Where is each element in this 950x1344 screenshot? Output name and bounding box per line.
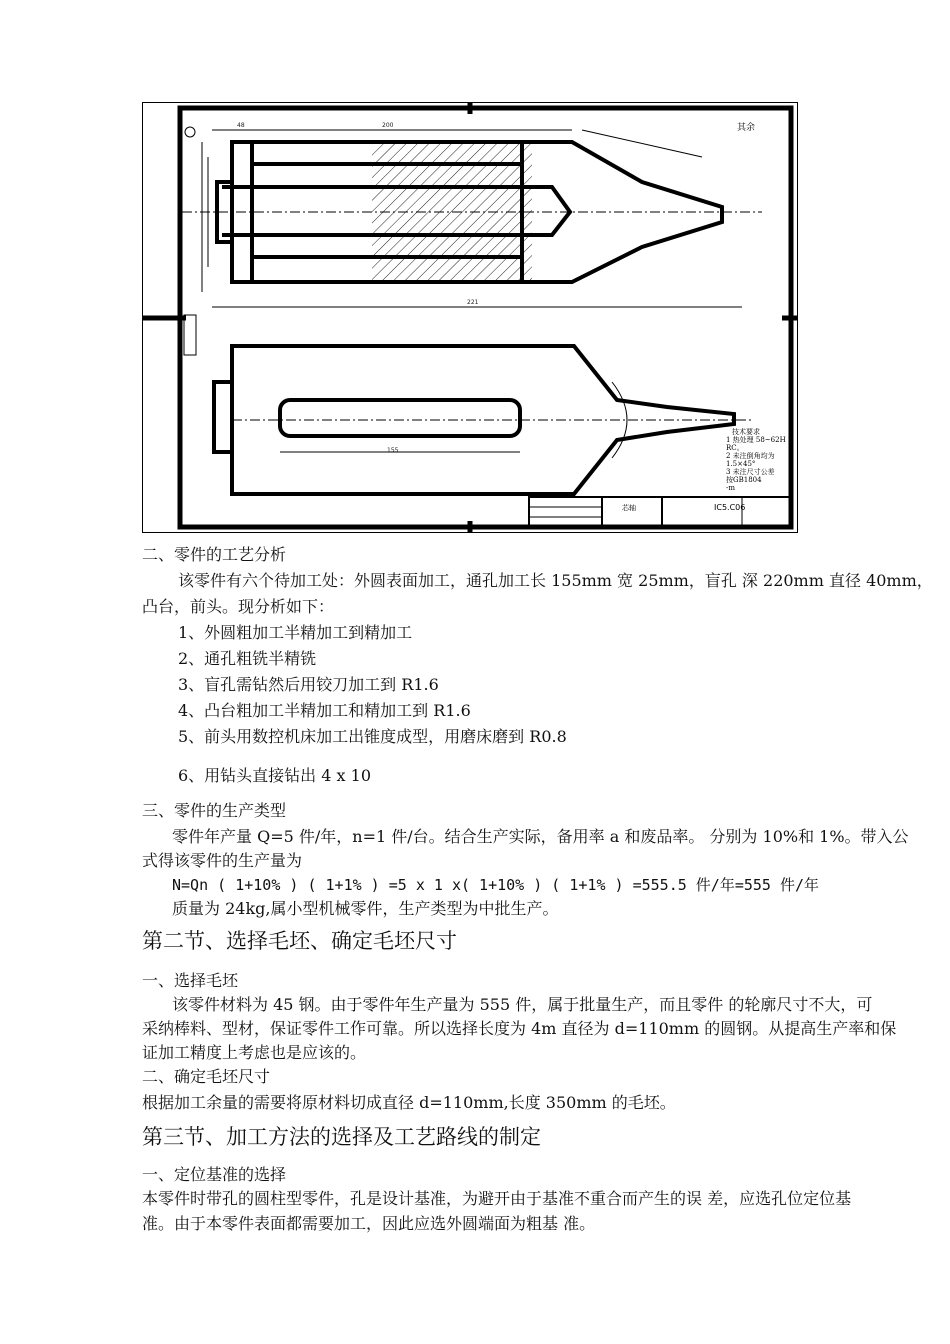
svg-text:1.5×45°: 1.5×45° bbox=[726, 460, 756, 468]
s3-formula: N=Qn ( 1+10% ) ( 1+1% ) =5 x 1 x( 1+10% ) ( 1+1% ) =555.5 件/年=555 件/年 bbox=[172, 876, 819, 894]
s2-title: 二、零件的工艺分析 bbox=[142, 545, 287, 564]
sec2-1-title: 一、选择毛坯 bbox=[142, 971, 239, 990]
s3-title: 三、零件的生产类型 bbox=[142, 801, 287, 820]
svg-text:48: 48 bbox=[237, 122, 245, 129]
svg-text:RC。: RC。 bbox=[726, 444, 744, 452]
sec2-2-title: 二、确定毛坯尺寸 bbox=[142, 1067, 271, 1086]
sec2-1-p3: 证加工精度上考虑也是应该的。 bbox=[142, 1043, 367, 1062]
svg-text:3 未注尺寸公差: 3 未注尺寸公差 bbox=[726, 468, 775, 476]
s2-item-4: 4、凸台粗加工半精加工和精加工到 R1.6 bbox=[178, 701, 471, 720]
title-block bbox=[529, 497, 791, 527]
sec3-1-p2: 准。由于本零件表面都需要加工，因此应选外圆端面为粗基 准。 bbox=[142, 1214, 596, 1233]
s2-item-6: 6、用钻头直接钻出 4 x 10 bbox=[178, 766, 372, 785]
sec2-1-p1: 该零件材料为 45 钢。由于零件年生产量为 555 件，属于批量生产，而且零件 的轮廓尺寸不大，可 bbox=[172, 995, 873, 1014]
s2-item-5: 5、前头用数控机床加工出锥度成型，用磨床磨到 R0.8 bbox=[178, 727, 567, 746]
svg-text:技术要求: 技术要求 bbox=[732, 428, 760, 436]
sec2-1-p2: 采纳棒料、型材，保证零件工作可靠。所以选择长度为 4m 直径为 d=110mm 的圆钢。从提高生产率和保 bbox=[142, 1019, 897, 1038]
svg-text:2 未注倒角均为: 2 未注倒角均为 bbox=[726, 452, 775, 460]
svg-text:-m: -m bbox=[726, 484, 736, 492]
s2-p1b: 凸台，前头。现分析如下： bbox=[142, 597, 335, 616]
s3-p1a: 零件年产量 Q=5 件/年，n=1 件/台。结合生产实际，备用率 a 和废品率。 分别为 10%和 1%。带入公 bbox=[172, 827, 909, 846]
sec3-heading: 第三节、加工方法的选择及工艺路线的制定 bbox=[142, 1125, 541, 1149]
s2-p1a: 该零件有六个待加工处：外圆表面加工，通孔加工长 155mm 宽 25mm，盲孔 深 220mm 直径 40mm， bbox=[178, 571, 933, 590]
svg-text:155: 155 bbox=[387, 447, 399, 454]
svg-text:200: 200 bbox=[382, 122, 394, 129]
sec3-1-p1: 本零件时带孔的圆柱型零件，孔是设计基准，为避开由于基准不重合而产生的误 差，应选孔位定位基 bbox=[142, 1189, 852, 1208]
s3-p2: 质量为 24kg,属小型机械零件，生产类型为中批生产。 bbox=[172, 899, 559, 918]
svg-text:1 热处理 58~62H: 1 热处理 58~62H bbox=[726, 436, 786, 444]
s2-item-1: 1、外圆粗加工半精加工到精加工 bbox=[178, 623, 413, 642]
sec2-heading: 第二节、选择毛坯、确定毛坯尺寸 bbox=[142, 929, 457, 953]
title-block-name: 芯轴 bbox=[622, 504, 636, 512]
tech-requirements bbox=[726, 427, 786, 492]
engineering-drawing bbox=[142, 102, 798, 533]
svg-text:221: 221 bbox=[467, 299, 479, 306]
sec3-1-title: 一、定位基准的选择 bbox=[142, 1165, 287, 1184]
s3-p1b: 式得该零件的生产量为 bbox=[142, 851, 303, 870]
title-block-code: IC5.C06 bbox=[714, 503, 746, 512]
s2-item-2: 2、通孔粗铣半精铣 bbox=[178, 649, 317, 668]
roughness-note: 其余 bbox=[737, 123, 756, 133]
s2-item-3: 3、盲孔需钻然后用铰刀加工到 R1.6 bbox=[178, 675, 439, 694]
sec2-2-p1: 根据加工余量的需要将原材料切成直径 d=110mm,长度 350mm 的毛坯。 bbox=[142, 1093, 676, 1112]
svg-text:按GB1804: 按GB1804 bbox=[726, 476, 762, 484]
